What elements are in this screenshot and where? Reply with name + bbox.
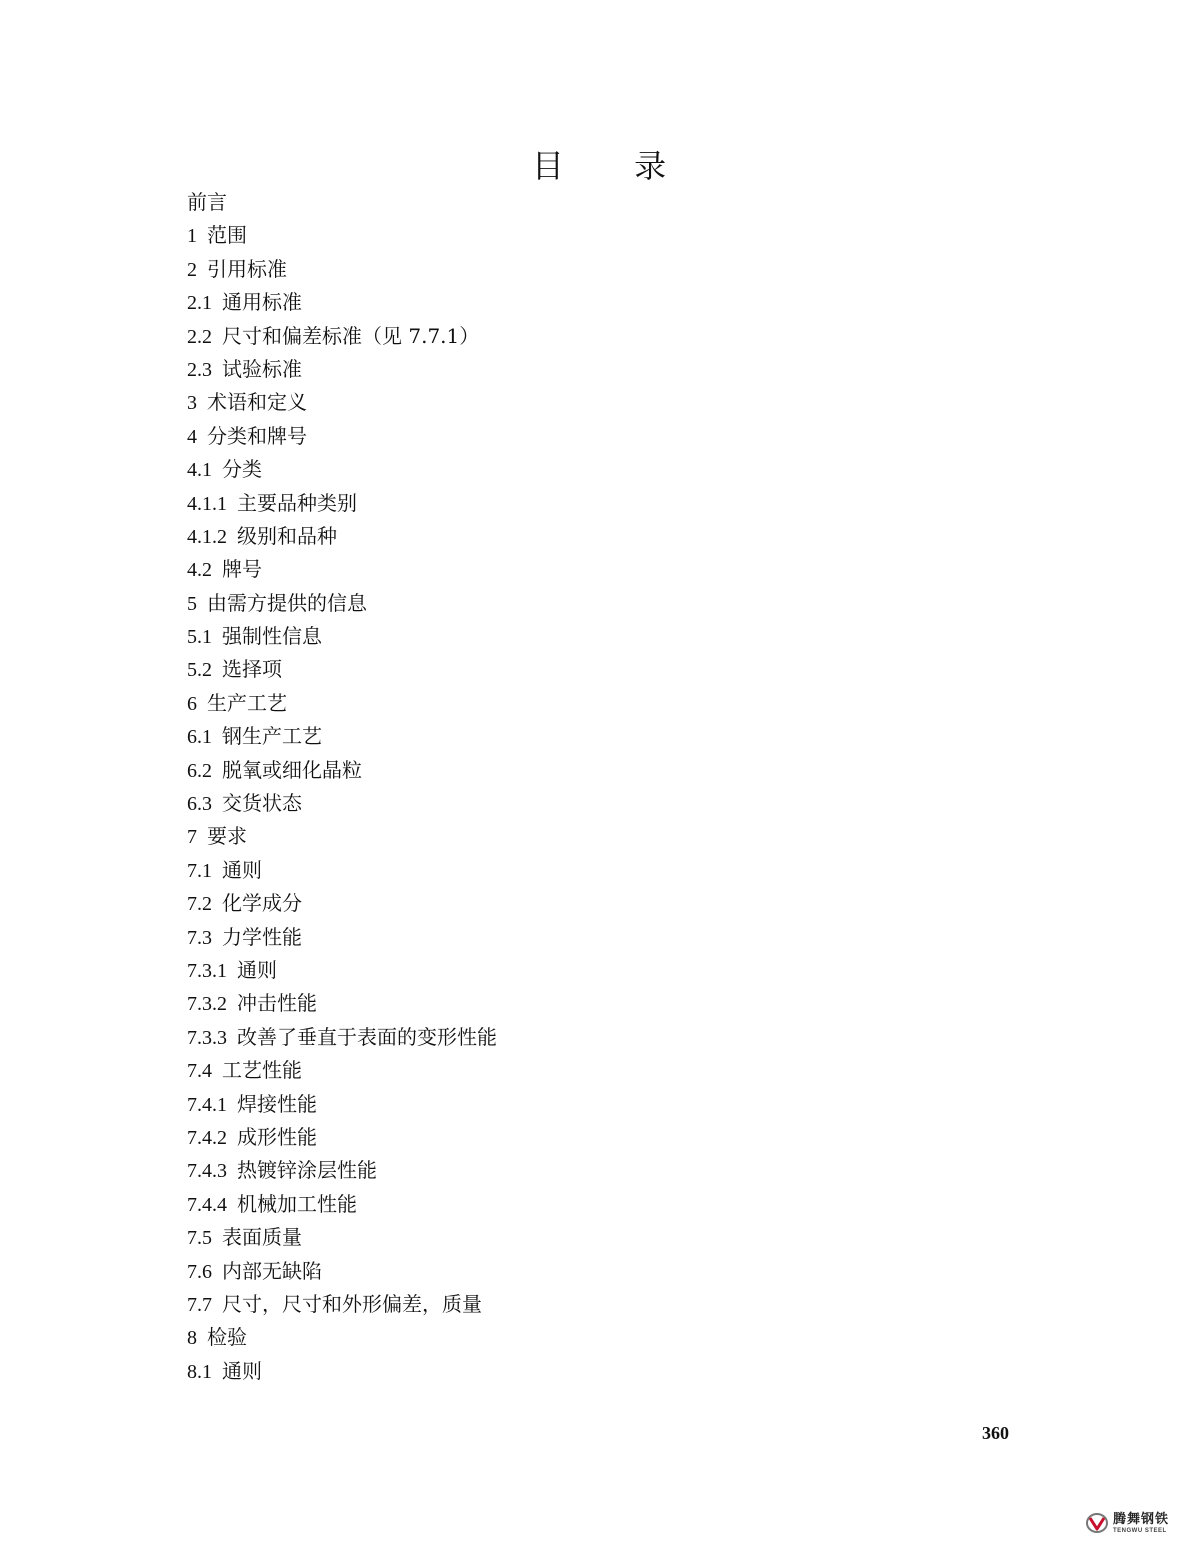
toc-entry — [187, 954, 497, 987]
toc-entry — [187, 1021, 497, 1054]
toc-entry — [187, 286, 497, 319]
toc-entry-label: 成形性能 — [237, 1124, 317, 1149]
toc-entry-label: 化学成分 — [222, 891, 302, 916]
toc-entry-label: 分类和牌号 — [207, 423, 307, 448]
toc-entry-label: 通用标准 — [222, 290, 302, 315]
toc-entry-number: 4 — [187, 425, 197, 448]
toc-entry-label: 试验标准 — [222, 356, 302, 381]
toc-entry-label: 通则 — [222, 857, 262, 882]
toc-entry-label: 通则 — [237, 957, 277, 982]
toc-entry-label: 要求 — [207, 824, 247, 849]
toc-entry — [187, 653, 497, 686]
toc-entry-number: 7.4.4 — [187, 1193, 227, 1216]
toc-entry-number: 7.6 — [187, 1260, 212, 1283]
toc-entry — [187, 1188, 497, 1221]
toc-entry-number: 7.3.2 — [187, 993, 227, 1016]
toc-entry-number: 2.2 — [187, 325, 212, 348]
toc-entry-label: 交货状态 — [222, 791, 302, 816]
toc-entry-number: 7.3 — [187, 926, 212, 949]
toc-entry — [187, 820, 497, 853]
toc-entry — [187, 854, 497, 887]
toc-entry-number: 6 — [187, 692, 197, 715]
toc-entry — [187, 1088, 497, 1121]
toc-entry — [187, 320, 497, 353]
toc-entry — [187, 687, 497, 720]
toc-entry — [187, 453, 497, 486]
toc-entry-label: 表面质量 — [222, 1225, 302, 1250]
table-of-contents — [187, 186, 497, 1388]
watermark-en-text: TENGWU STEEL — [1113, 1527, 1167, 1534]
watermark-cn-text: 腾舞钢铁 — [1113, 1511, 1170, 1527]
toc-entry-label: 尺寸和偏差标准（见 7.7.1） — [222, 323, 480, 348]
toc-entry — [187, 1321, 497, 1354]
toc-entry-label: 通则 — [222, 1358, 262, 1383]
page-title: 目 录 — [531, 147, 697, 185]
toc-entry-label: 前言 — [187, 190, 227, 214]
page-number: 360 — [982, 1423, 1009, 1443]
toc-entry-number: 5 — [187, 592, 197, 615]
toc-entry-label: 热镀锌涂层性能 — [237, 1158, 377, 1183]
toc-entry-number: 7.4.1 — [187, 1093, 227, 1116]
toc-entry-number: 3 — [187, 392, 197, 415]
toc-entry-label: 引用标准 — [207, 256, 287, 281]
toc-entry — [187, 587, 497, 620]
watermark-logo — [1085, 1512, 1169, 1534]
toc-entry-number: 6.2 — [187, 759, 212, 782]
toc-entry-number: 2.3 — [187, 358, 212, 381]
toc-entry-number: 1 — [187, 225, 197, 248]
toc-entry-number: 4.1 — [187, 459, 212, 482]
toc-entry-number: 4.1.1 — [187, 492, 227, 515]
toc-entry-label: 术语和定义 — [207, 390, 307, 415]
toc-entry — [187, 921, 497, 954]
toc-entry-label: 焊接性能 — [237, 1091, 317, 1116]
toc-entry-number: 5.2 — [187, 659, 212, 682]
toc-entry-label: 选择项 — [222, 657, 282, 682]
toc-entry-number: 7.4 — [187, 1060, 212, 1083]
toc-entry-number: 7.7 — [187, 1293, 212, 1316]
toc-entry-number: 7.3.1 — [187, 959, 227, 982]
toc-entry — [187, 754, 497, 787]
toc-entry — [187, 620, 497, 653]
toc-entry — [187, 787, 497, 820]
toc-entry-label: 脱氧或细化晶粒 — [222, 757, 362, 782]
toc-entry — [187, 1355, 497, 1388]
toc-entry-label: 由需方提供的信息 — [207, 590, 367, 615]
toc-entry — [187, 887, 497, 920]
toc-entry-number: 5.1 — [187, 626, 212, 649]
toc-entry-number: 6.1 — [187, 726, 212, 749]
toc-entry-label: 机械加工性能 — [237, 1191, 357, 1216]
toc-entry-number: 7.1 — [187, 859, 212, 882]
toc-entry — [187, 353, 497, 386]
toc-entry-number: 2.1 — [187, 292, 212, 315]
toc-entry-number: 8 — [187, 1327, 197, 1350]
toc-entry-label: 级别和品种 — [237, 523, 337, 548]
toc-entry-label: 生产工艺 — [207, 690, 287, 715]
toc-entry-label: 尺寸，尺寸和外形偏差，质量 — [222, 1291, 482, 1316]
toc-entry — [187, 186, 497, 219]
toc-entry-label: 分类 — [222, 457, 262, 482]
toc-entry — [187, 420, 497, 453]
toc-entry-number: 7 — [187, 826, 197, 849]
toc-entry — [187, 253, 497, 286]
toc-entry — [187, 219, 497, 252]
toc-entry-label: 工艺性能 — [222, 1058, 302, 1083]
toc-entry-label: 钢生产工艺 — [222, 724, 322, 749]
toc-entry — [187, 487, 497, 520]
toc-entry — [187, 520, 497, 553]
toc-entry — [187, 553, 497, 586]
toc-entry-label: 冲击性能 — [237, 991, 317, 1016]
toc-entry-number: 2 — [187, 258, 197, 281]
toc-entry-number: 7.4.3 — [187, 1160, 227, 1183]
toc-entry — [187, 1221, 497, 1254]
toc-entry-number: 4.1.2 — [187, 525, 227, 548]
toc-entry — [187, 1154, 497, 1187]
toc-entry-label: 力学性能 — [222, 924, 302, 949]
tengwu-logo-icon — [1085, 1512, 1109, 1534]
toc-entry-number: 7.3.3 — [187, 1026, 227, 1049]
toc-entry-number: 7.2 — [187, 893, 212, 916]
toc-entry-number: 4.2 — [187, 559, 212, 582]
toc-entry-label: 范围 — [207, 223, 247, 248]
toc-entry-number: 7.5 — [187, 1227, 212, 1250]
toc-entry-number: 6.3 — [187, 793, 212, 816]
toc-entry — [187, 1255, 497, 1288]
toc-entry-label: 牌号 — [222, 557, 262, 582]
toc-entry — [187, 987, 497, 1020]
toc-entry — [187, 1054, 497, 1087]
toc-entry — [187, 720, 497, 753]
toc-entry-label: 强制性信息 — [222, 624, 322, 649]
toc-entry-number: 8.1 — [187, 1360, 212, 1383]
toc-entry — [187, 1121, 497, 1154]
toc-entry-label: 内部无缺陷 — [222, 1258, 322, 1283]
toc-entry — [187, 1288, 497, 1321]
toc-entry — [187, 386, 497, 419]
toc-entry-label: 改善了垂直于表面的变形性能 — [237, 1024, 497, 1049]
toc-entry-label: 主要品种类别 — [237, 490, 357, 515]
toc-entry-number: 7.4.2 — [187, 1126, 227, 1149]
toc-entry-label: 检验 — [207, 1325, 247, 1350]
